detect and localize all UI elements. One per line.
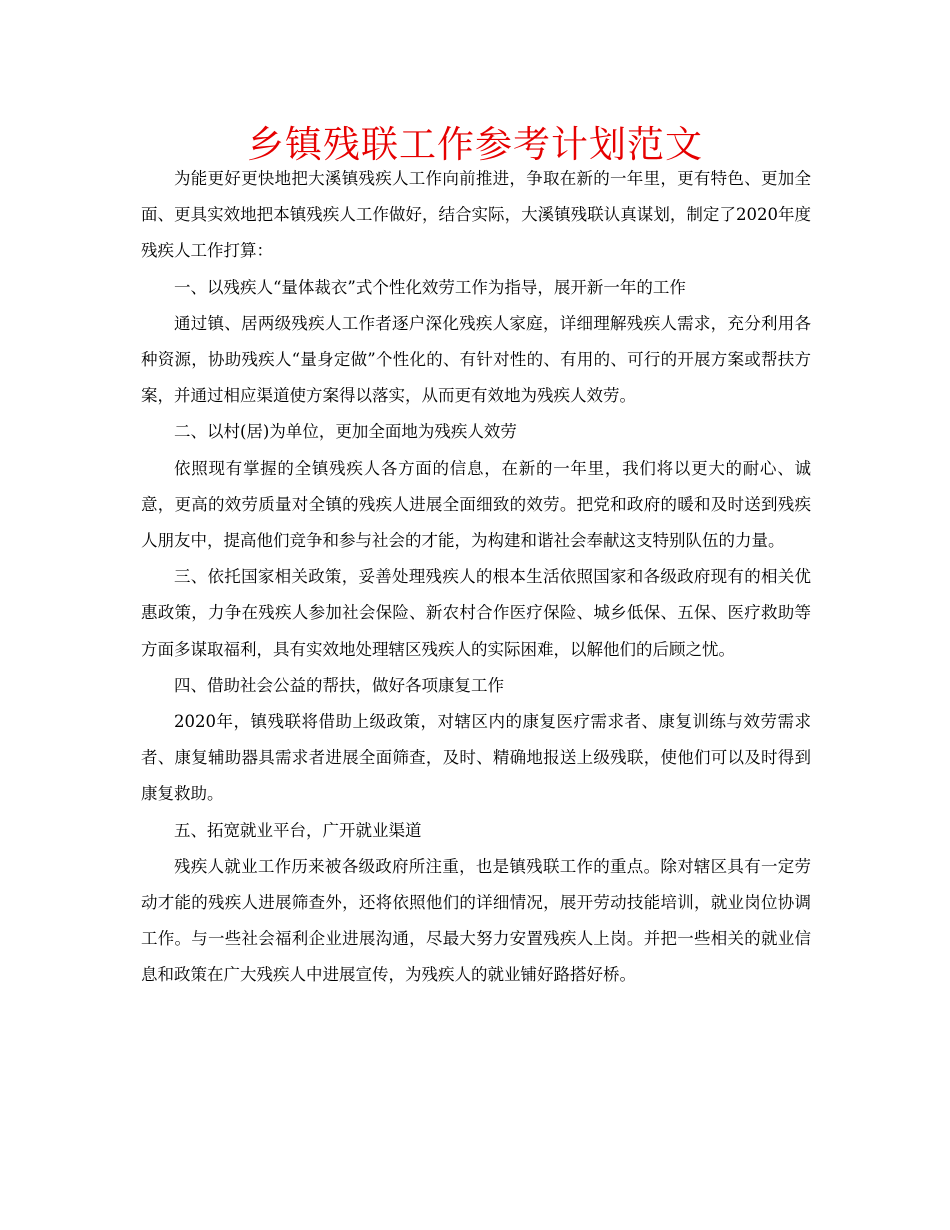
paragraph-2: 依照现有掌握的全镇残疾人各方面的信息，在新的一年里，我们将以更大的耐心、诚意，更高的效劳质量对全镇的残疾人进展全面细致的效劳。把党和政府的暖和及时送到残疾人朋友中，提高他们竞争和参与社会的才能，为构建和谐社会奉献这支特别队伍的力量。	[141, 458, 811, 551]
document-body	[141, 161, 811, 994]
paragraph-5: 残疾人就业工作历来被各级政府所注重，也是镇残联工作的重点。除对辖区具有一定劳动才能的残疾人进展筛查外，还将依照他们的详细情况，展开劳动技能培训，就业岗位协调工作。与一些社会福利企业进展沟通，尽最大努力安置残疾人上岗。并把一些相关的就业信息和政策在广大残疾人中进展宣传，为残疾人的就业铺好路搭好桥。	[141, 856, 811, 985]
document-title: 乡镇残联工作参考计划范文	[247, 123, 703, 166]
paragraph-intro: 为能更好更快地把大溪镇残疾人工作向前推进，争取在新的一年里，更有特色、更加全面、更具实效地把本镇残疾人工作做好，结合实际，大溪镇残联认真谋划，制定了2020年度残疾人工作打算：	[141, 169, 811, 261]
section-heading-1: 一、以残疾人“量体裁衣”式个性化效劳工作为指导，展开新一年的工作	[174, 277, 686, 297]
section-heading-5: 五、拓宽就业平台，广开就业渠道	[174, 820, 422, 840]
paragraph-3: 三、依托国家相关政策，妥善处理残疾人的根本生活依照国家和各级政府现有的相关优惠政策，力争在残疾人参加社会保险、新农村合作医疗保险、城乡低保、五保、医疗救助等方面多谋取福利，具有实效地处理辖区残疾人的实际困难，以解他们的后顾之忧。	[141, 567, 811, 659]
paragraph-1: 通过镇、居两级残疾人工作者逐户深化残疾人家庭，详细理解残疾人需求，充分利用各种资源，协助残疾人“量身定做”个性化的、有针对性的、有用的、可行的开展方案或帮扶方案，并通过相应渠道使方案得以落实，从而更有效地为残疾人效劳。	[141, 313, 811, 406]
section-heading-4: 四、借助社会公益的帮扶，做好各项康复工作	[174, 675, 504, 695]
section-heading-2: 二、以村(居)为单位，更加全面地为残疾人效劳	[174, 422, 517, 442]
paragraph-4: 2020年，镇残联将借助上级政策，对辖区内的康复医疗需求者、康复训练与效劳需求者、康复辅助器具需求者进展全面筛查，及时、精确地报送上级残联，使他们可以及时得到康复救助。	[141, 712, 811, 804]
